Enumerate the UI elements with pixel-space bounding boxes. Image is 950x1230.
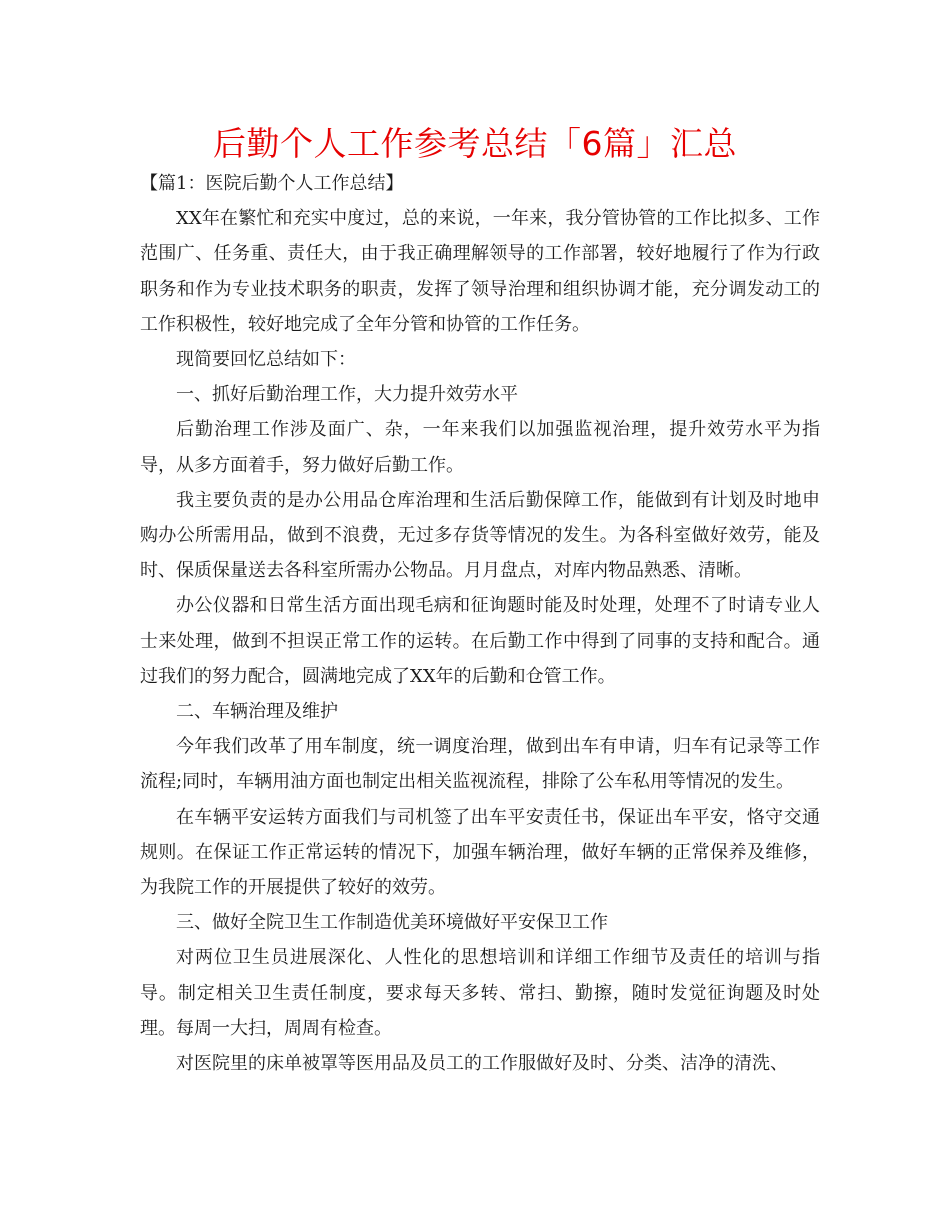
paragraph: 我主要负责的是办公用品仓库治理和生活后勤保障工作，能做到有计划及时地申购办公所需用品，做到不浪费，无过多存货等情况的发生。为各科室做好效劳，能及时、保质保量送去各科室所需办公物品。月月盘点，对库内物品熟悉、清晰。 bbox=[140, 489, 820, 582]
document-title: 后勤个人工作参考总结「6篇」汇总 bbox=[213, 124, 737, 163]
paragraph: 后勤治理工作涉及面广、杂，一年来我们以加强监视治理，提升效劳水平为指导，从多方面着手，努力做好后勤工作。 bbox=[140, 419, 820, 476]
paragraph: XX年在繁忙和充实中度过，总的来说，一年来，我分管协管的工作比拟多、工作范围广、任务重、责任大，由于我正确理解领导的工作部署，较好地履行了作为行政职务和作为专业技术职务的职责，发挥了领导治理和组织协调才能，充分调发动工的工作积极性，较好地完成了全年分管和协管的工作任务。 bbox=[140, 208, 820, 335]
heading-3: 三、做好全院卫生工作制造优美环境做好平安保卫工作 bbox=[176, 912, 608, 934]
paragraph: 在车辆平安运转方面我们与司机签了出车平安责任书，保证出车平安，恪守交通规则。在保证工作正常运转的情况下，加强车辆治理，做好车辆的正常保养及维修，为我院工作的开展提供了较好的效劳。 bbox=[140, 806, 820, 899]
paragraph: 对两位卫生员进展深化、人性化的思想培训和详细工作细节及责任的培训与指导。制定相关卫生责任制度，要求每天多转、常扫、勤擦，随时发觉征询题及时处理。每周一大扫，周周有检查。 bbox=[140, 947, 820, 1039]
paragraph: 对医院里的床单被罩等医用品及员工的工作服做好及时、分类、洁净的清洗、 bbox=[176, 1053, 788, 1075]
paragraph: 办公仪器和日常生活方面出现毛病和征询题时能及时处理，处理不了时请专业人士来处理，做到不担误正常工作的运转。在后勤工作中得到了同事的支持和配合。通过我们的努力配合，圆满地完成了XX年的后勤和仓管工作。 bbox=[140, 595, 820, 687]
document-body bbox=[140, 166, 820, 1081]
heading-1: 一、抓好后勤治理工作，大力提升效劳水平 bbox=[176, 384, 518, 406]
heading-2: 二、车辆治理及维护 bbox=[176, 701, 338, 723]
section-title: 【篇1：医院后勤个人工作总结】 bbox=[140, 173, 404, 194]
paragraph: 现简要回忆总结如下： bbox=[176, 349, 356, 371]
paragraph: 今年我们改革了用车制度，统一调度治理，做到出车有申请，归车有记录等工作流程;同时，车辆用油方面也制定出相关监视流程，排除了公车私用等情况的发生。 bbox=[140, 736, 820, 793]
